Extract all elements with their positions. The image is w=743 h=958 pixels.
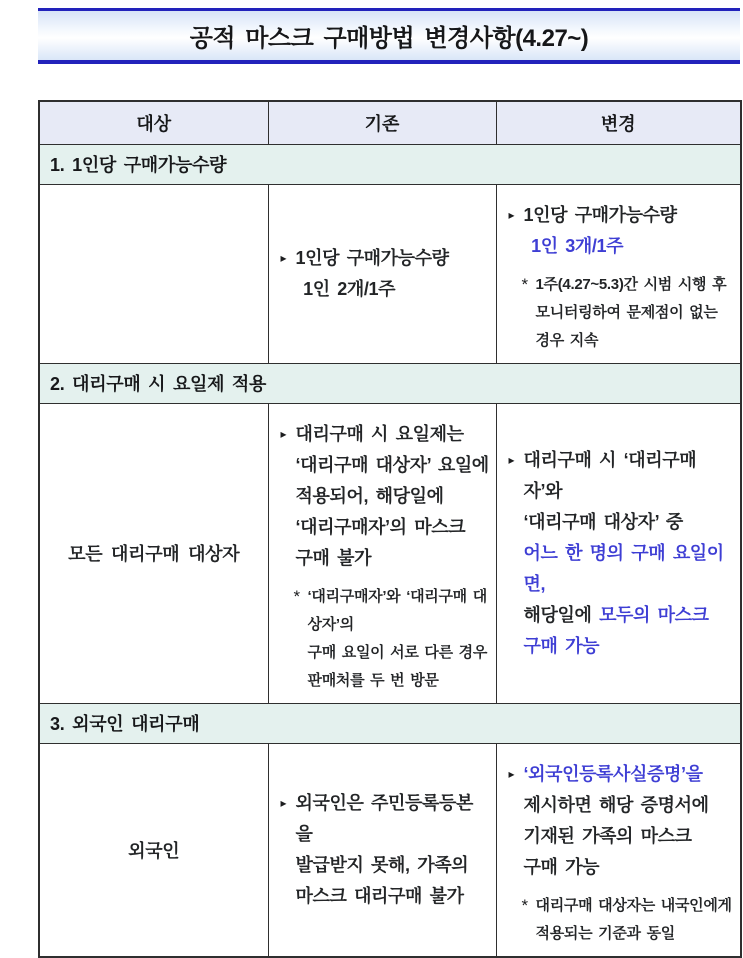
text-line: ‘외국인등록사실증명’을 [523, 763, 703, 784]
table-row [39, 403, 741, 703]
note-asterisk-icon: * [293, 586, 301, 606]
target-cell: 모든 대리구매 대상자 [39, 403, 268, 703]
text-line: 대리구매 시 ‘대리구매자’와 [523, 449, 697, 501]
text-line: 제시하면 해당 증명서에 [523, 794, 709, 815]
text-line: 적용되어, 해당일에 [295, 485, 444, 506]
text-line: 1인당 구매가능수량 [295, 247, 449, 268]
text-line: 마스크 대리구매 불가 [295, 885, 464, 906]
section-heading-row-2 [39, 363, 741, 403]
text-line: 경우 지속 [535, 331, 599, 349]
text-line: 구매 가능 [523, 635, 600, 656]
text-line: 해당일에 모두의 마스크 [523, 604, 709, 625]
bullet-triangle-icon: ▸ [280, 426, 287, 441]
existing-cell [268, 743, 496, 957]
changed-cell [496, 743, 741, 957]
text-line: 발급받지 못해, 가족의 [295, 854, 469, 875]
text-line: 적용되는 기준과 동일 [535, 924, 675, 942]
section-heading: 2. 대리구매 시 요일제 적용 [39, 363, 741, 403]
column-header-existing: 기존 [268, 101, 496, 144]
table-row [39, 743, 741, 957]
bullet-triangle-icon: ▸ [508, 207, 515, 222]
section-heading: 3. 외국인 대리구매 [39, 703, 741, 743]
text-line: 기재된 가족의 마스크 [523, 825, 692, 846]
text-line: ‘대리구매 대상자’ 중 [523, 511, 683, 532]
text-line: 판매처를 두 번 방문 [307, 671, 439, 689]
text-line: 구매 요일이 서로 다른 경우 [307, 643, 488, 661]
section-heading: 1. 1인당 구매가능수량 [39, 144, 741, 184]
text-line: 외국인은 주민등록등본을 [295, 792, 473, 844]
column-header-target: 대상 [39, 101, 268, 144]
text-line: 대리구매 대상자는 내국인에게 [535, 896, 732, 914]
changed-cell [496, 184, 741, 363]
table-row [39, 184, 741, 363]
text-line: 구매 가능 [523, 856, 600, 877]
text-line: 모니터링하여 문제점이 없는 [535, 303, 718, 321]
text-line: 1인 3개/1주 [523, 235, 624, 256]
bullet-triangle-icon: ▸ [508, 452, 515, 467]
bullet-triangle-icon: ▸ [508, 766, 515, 781]
existing-cell [268, 403, 496, 703]
change-table [38, 100, 742, 958]
bullet-triangle-icon: ▸ [280, 250, 287, 265]
section-heading-row-3 [39, 703, 741, 743]
target-cell: 외국인 [39, 743, 268, 957]
title-banner [38, 8, 740, 64]
text-line: 어느 한 명의 구매 요일이면, [523, 542, 724, 594]
target-cell [39, 184, 268, 363]
text-line: 1주(4.27~5.3)간 시범 시행 후 [535, 275, 727, 293]
page-title: 공적 마스크 구매방법 변경사항(4.27~) [189, 25, 589, 52]
section-heading-row-1 [39, 144, 741, 184]
text-line: ‘대리구매자’의 마스크 [295, 516, 466, 537]
text-line: 1인 2개/1주 [295, 278, 396, 299]
note-asterisk-icon: * [521, 274, 529, 294]
title-box [38, 11, 740, 60]
existing-cell [268, 184, 496, 363]
text-line: 1인당 구매가능수량 [523, 204, 677, 225]
note-asterisk-icon: * [521, 895, 529, 915]
text-line: 대리구매 시 요일제는 [295, 423, 464, 444]
title-bottom-rule [38, 60, 740, 64]
text-line: 구매 불가 [295, 547, 372, 568]
changed-cell [496, 403, 741, 703]
text-line: ‘대리구매 대상자’ 요일에 [295, 454, 489, 475]
text-line: ‘대리구매자’와 ‘대리구매 대상자’의 [307, 587, 487, 633]
table-header-row [39, 101, 741, 144]
bullet-triangle-icon: ▸ [280, 795, 287, 810]
column-header-changed: 변경 [496, 101, 741, 144]
